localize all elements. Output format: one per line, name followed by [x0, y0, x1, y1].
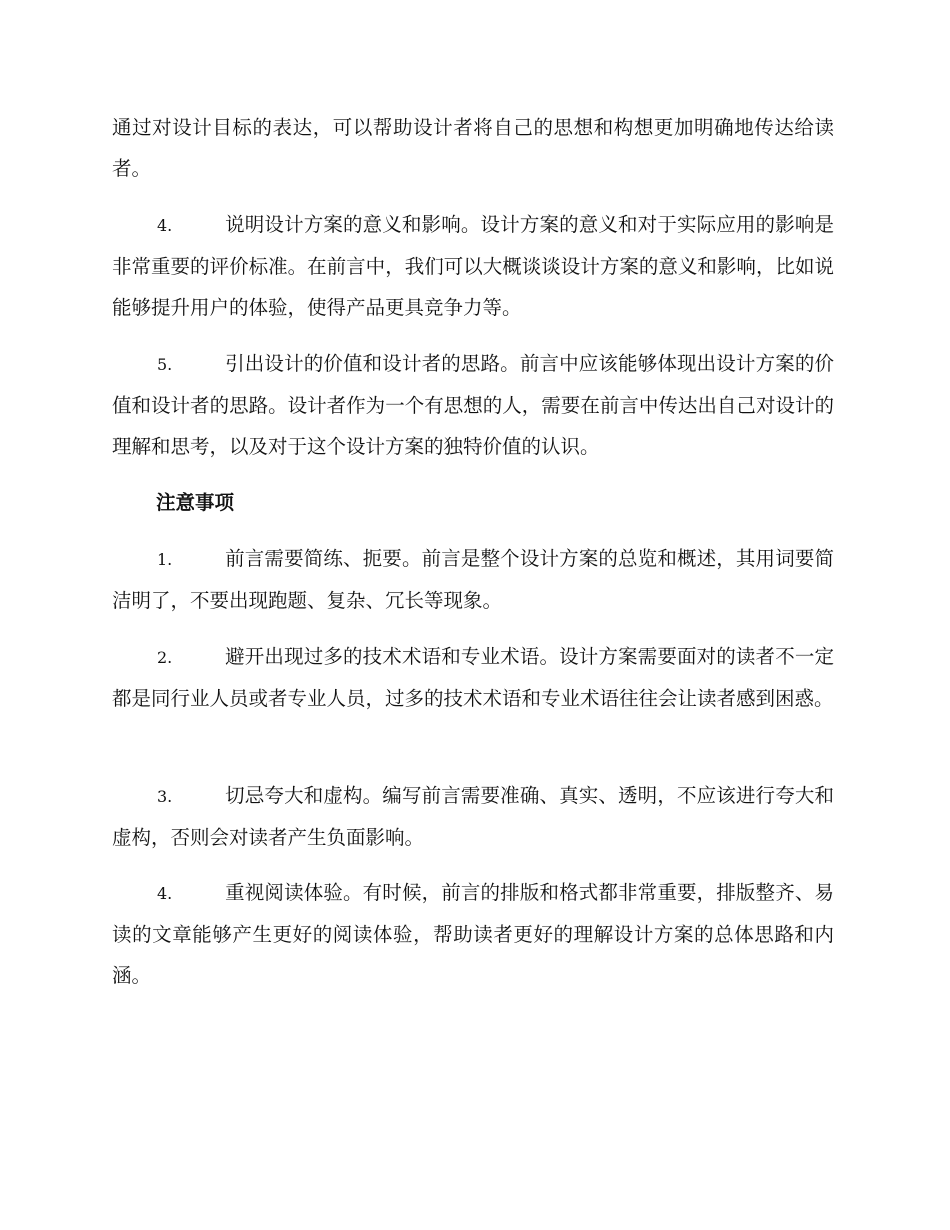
list-text: 前言需要简练、扼要。前言是整个设计方案的总览和概述，其用词要简洁明了，不要出现跑题、复杂、冗长等现象。 [112, 547, 834, 612]
list-number: 4. [157, 884, 173, 903]
list-text: 说明设计方案的意义和影响。设计方案的意义和对于实际应用的影响是非常重要的评价标准。在前言中，我们可以大概谈谈设计方案的意义和影响，比如说能够提升用户的体验，使得产品更具竞争力等。 [112, 213, 834, 319]
list-number: 1. [157, 550, 173, 569]
intro-text: 通过对设计目标的表达，可以帮助设计者将自己的思想和构想更加明确地传达给读者。 [112, 116, 834, 180]
list-item-3 [112, 775, 834, 858]
intro-paragraph [112, 107, 834, 189]
list-item-2 [112, 636, 834, 719]
list-text: 重视阅读体验。有时候，前言的排版和格式都非常重要，排版整齐、易读的文章能够产生更好的阅读体验，帮助读者更好的理解设计方案的总体思路和内涵。 [112, 881, 834, 987]
list-item-4b [112, 872, 834, 996]
list-number: 2. [157, 648, 173, 667]
list-number: 3. [157, 787, 173, 806]
section-heading: 注意事项 [156, 491, 235, 514]
list-item-1 [112, 538, 834, 621]
list-item-5 [112, 343, 834, 467]
list-number: 4. [157, 216, 173, 235]
list-text: 引出设计的价值和设计者的思路。前言中应该能够体现出设计方案的价值和设计者的思路。设计者作为一个有思想的人，需要在前言中传达出自己对设计的理解和思考，以及对于这个设计方案的独特价值的认识。 [112, 352, 834, 458]
list-text: 切忌夸大和虚构。编写前言需要准确、真实、透明，不应该进行夸大和虚构，否则会对读者产生负面影响。 [112, 784, 834, 849]
list-number: 5. [157, 355, 173, 374]
list-item-4 [112, 204, 834, 328]
list-text: 避开出现过多的技术术语和专业术语。设计方案需要面对的读者不一定都是同行业人员或者专业人员，过多的技术术语和专业术语往往会让读者感到困惑。 [112, 645, 834, 710]
